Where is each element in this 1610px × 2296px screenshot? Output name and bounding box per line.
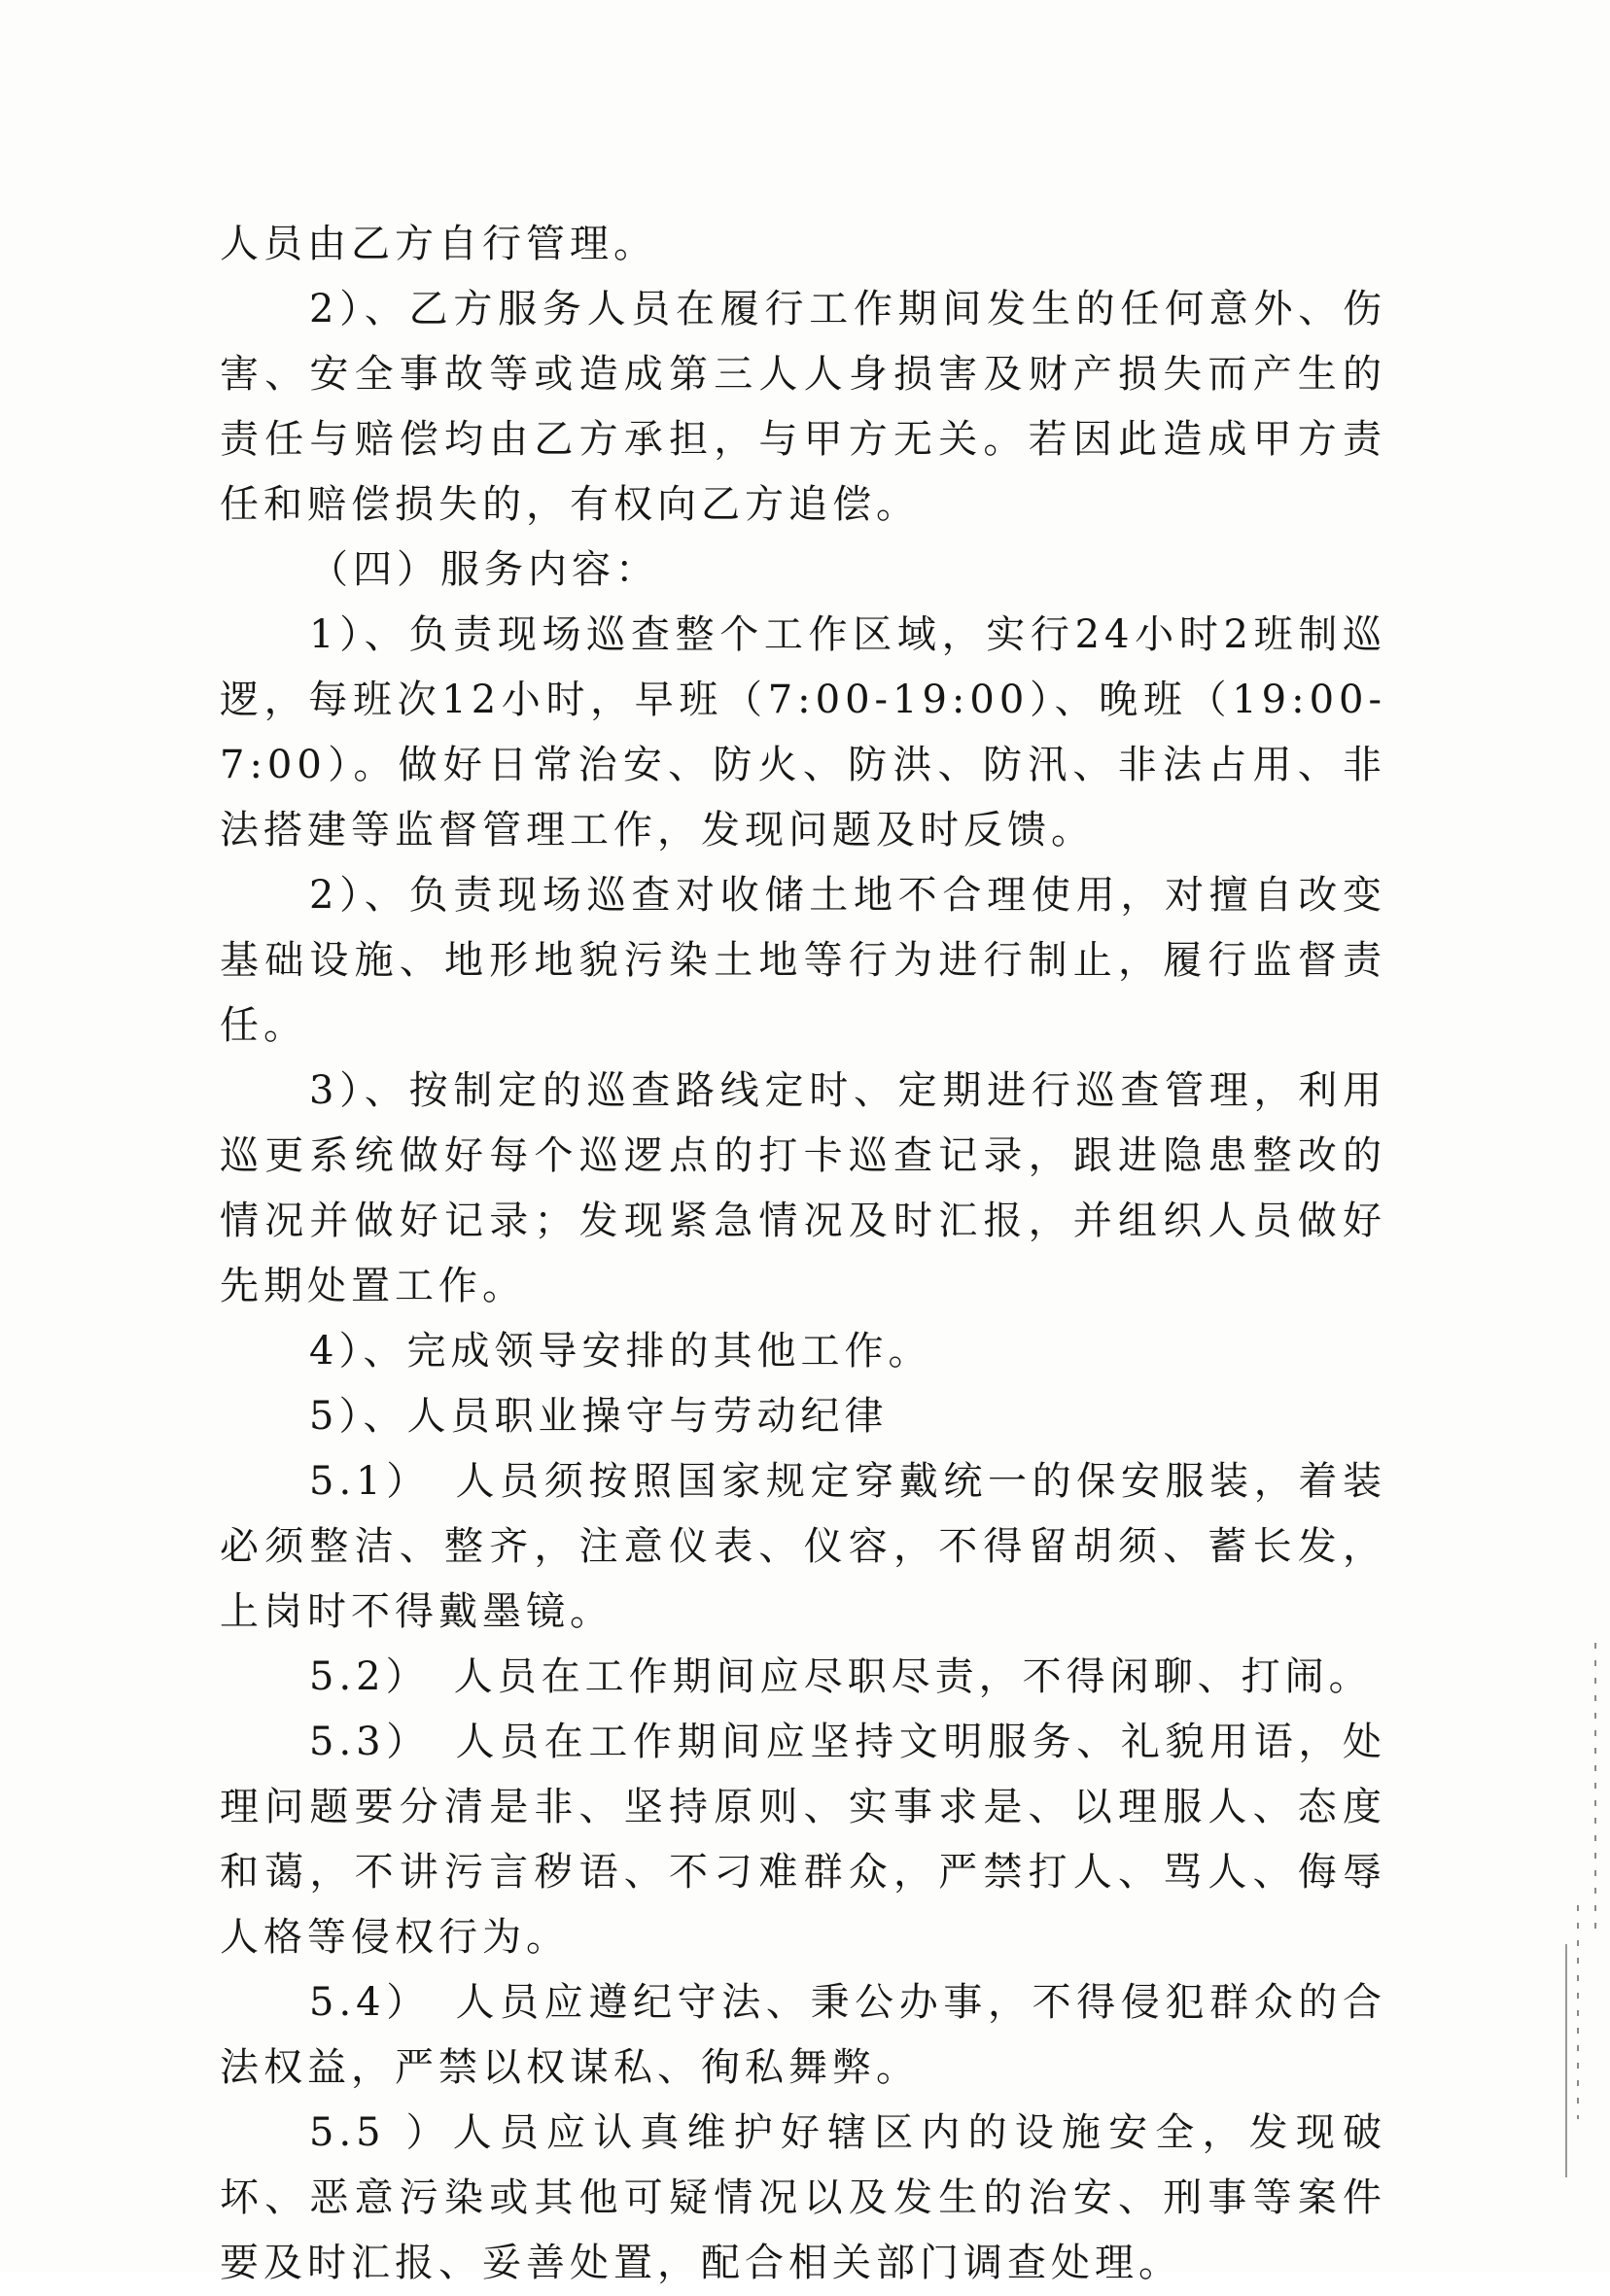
paragraph-item-5-5: 5.5 ）人员应认真维护好辖区内的设施安全，发现破坏、恶意污染或其他可疑情况以及发生的治安、刑事等案件要及时汇报、妥善处置，配合相关部门调查处理。 [220,2110,1386,2285]
document-body [220,212,1386,2296]
paragraph-item-5-3: 5.3） 人员在工作期间应坚持文明服务、礼貌用语，处理问题要分清是非、坚持原则、实事求是、以理服人、态度和蔼，不讲污言秽语、不刁难群众，严禁打人、骂人、侮辱人格等侵权行为。 [220,1720,1386,1960]
paragraph-item-5: 5）、人员职业操守与劳动纪律 [309,1394,889,1439]
section-heading-service-content: （四）服务内容： [309,547,659,592]
scan-edge-artifact [1577,1905,1579,2119]
paragraph-item-4: 4）、完成领导安排的其他工作。 [309,1329,932,1374]
scan-edge-line [1565,1944,1567,2177]
paragraph-item-1: 1）、负责现场巡查整个工作区域，实行24小时2班制巡逻，每班次12小时，早班（7:00-19:00）、晚班（19:00-7:00）。做好日常治安、防火、防洪、防汛、非法占用、非法搭建等监督管理工作，发现问题及时反馈。 [220,612,1386,852]
paragraph-item-5-1: 5.1） 人员须按照国家规定穿戴统一的保安服装，着装必须整洁、整齐，注意仪表、仪容，不得留胡须、蓄长发，上岗时不得戴墨镜。 [220,1459,1386,1634]
paragraph-item-5-2: 5.2） 人员在工作期间应尽职尽责，不得闲聊、打闹。 [309,1654,1373,1699]
paragraph-continuation: 人员由乙方自行管理。 [220,222,657,266]
paragraph-liability: 2）、乙方服务人员在履行工作期间发生的任何意外、伤害、安全事故等或造成第三人人身损害及财产损失而产生的责任与赔偿均由乙方承担，与甲方无关。若因此造成甲方责任和赔偿损失的，有权向乙方追偿。 [220,287,1386,527]
paragraph-item-3: 3）、按制定的巡查路线定时、定期进行巡查管理，利用巡更系统做好每个巡逻点的打卡巡查记录，跟进隐患整改的情况并做好记录；发现紧急情况及时汇报，并组织人员做好先期处置工作。 [220,1068,1386,1308]
paragraph-item-5-4: 5.4） 人员应遵纪守法、秉公办事，不得侵犯群众的合法权益，严禁以权谋私、徇私舞弊。 [220,1980,1386,2090]
paragraph-item-2: 2）、负责现场巡查对收储土地不合理使用，对擅自改变基础设施、地形地貌污染土地等行为进行制止，履行监督责任。 [220,873,1386,1048]
scan-edge-artifact [1594,1643,1596,1934]
